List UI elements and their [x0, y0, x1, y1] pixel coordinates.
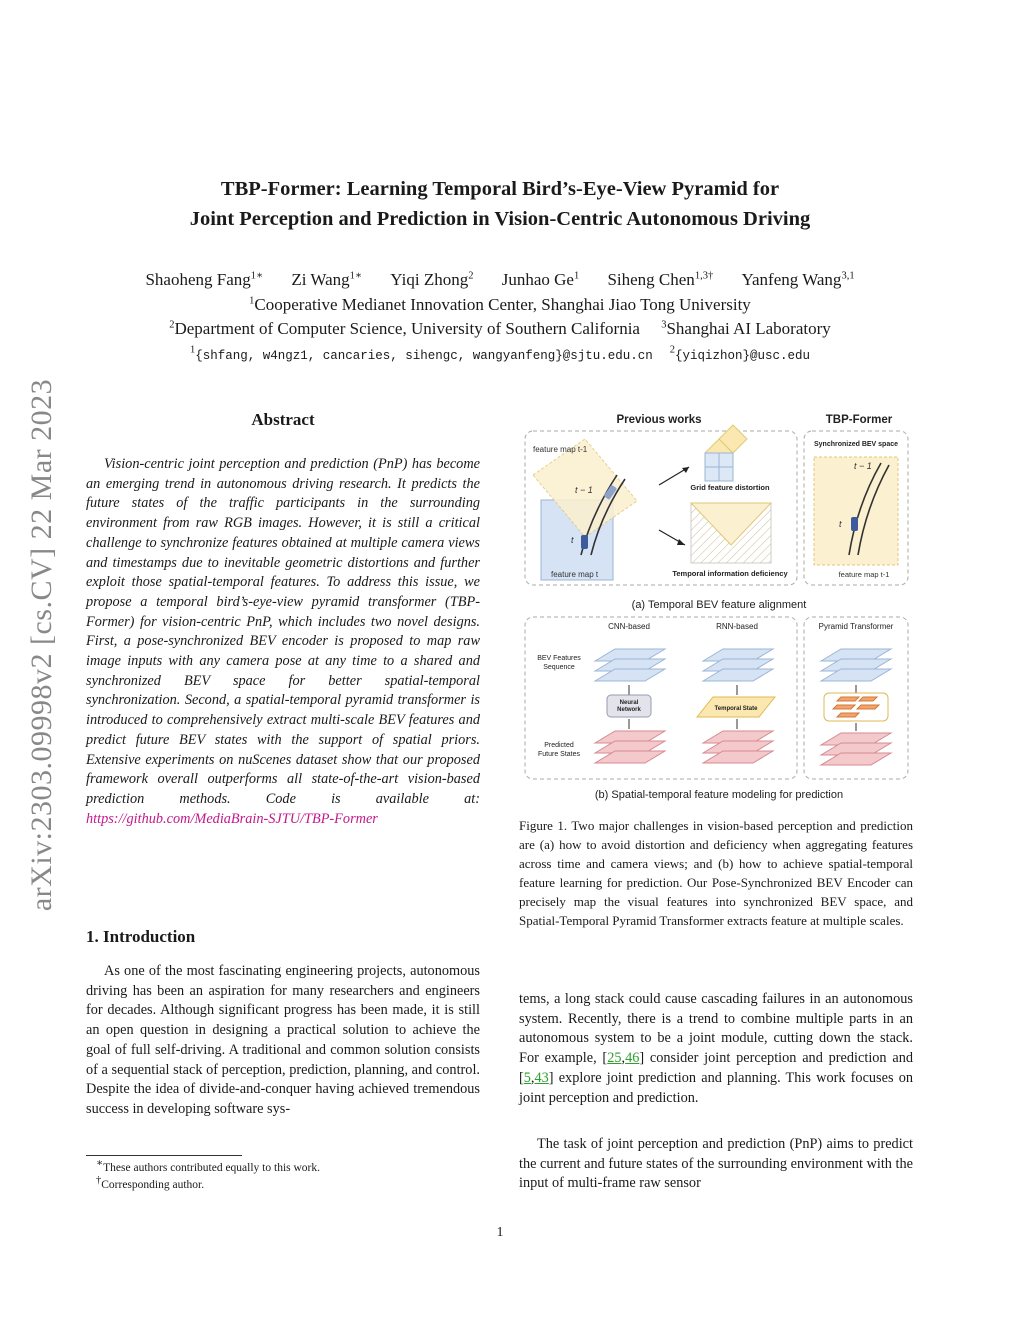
- neural-network-block: [607, 695, 651, 717]
- paper-title: [0, 174, 1000, 234]
- label-cnn: CNN-based: [608, 622, 650, 631]
- author: Zi Wang$^{1∗}$: [291, 270, 363, 289]
- code-link[interactable]: https://github.com/MediaBrain-SJTU/TBP-Former: [86, 810, 378, 827]
- footnote: ∗These authors contributed equally to this work.: [96, 1158, 320, 1174]
- label-temporal-deficiency: Temporal information deficiency: [672, 569, 788, 578]
- figure-head-previous: Previous works: [616, 414, 702, 426]
- citation-link[interactable]: 46: [625, 1050, 640, 1067]
- caption-a: (a) Temporal BEV feature alignment: [631, 599, 807, 611]
- label-grid-distortion: Grid feature distortion: [690, 483, 770, 492]
- vehicle-icon: [851, 517, 858, 531]
- page-number: 1: [496, 1225, 504, 1240]
- footnote: †Corresponding author.: [96, 1175, 205, 1191]
- affiliation-1: $^1$Cooperative Medianet Innovation Center, Shanghai Jiao Tong University: [249, 295, 751, 314]
- label-t: t: [571, 535, 574, 545]
- citation-link[interactable]: 5: [523, 1069, 531, 1086]
- abstract-heading: Abstract: [251, 410, 315, 429]
- label-t-minus-1-right: t − 1: [854, 461, 872, 471]
- arxiv-stamp: arXiv:2303.09998v2 [cs.CV] 22 Mar 2023: [25, 378, 58, 912]
- label-sync-space: Synchronized BEV space: [813, 441, 899, 448]
- label-t-minus-1: t − 1: [575, 485, 593, 495]
- title-line-1: TBP-Former: Learning Temporal Bird’s-Eye-View Pyramid for: [220, 178, 780, 200]
- figure-caption: Figure 1. Two major challenges in vision-based perception and prediction are (a) how to avoid distortion and deficiency when aggregating features across time and camera views; and (b) how to achieve spatial-temporal feature learning for prediction. Our Pose-Synchronized BEV Encoder can precisely map the visual features into synchronized BEV space, and Spatial-Temporal Pyramid Transformer extracts feature at multiple scales.: [519, 818, 913, 928]
- author: Yiqi Zhong$^2$: [390, 270, 474, 289]
- label-temporal-state: Temporal State: [714, 706, 758, 712]
- intro-paragraph: As one of the most fascinating engineering projects, autonomous driving has been an aspiration for many researchers and engineers for decades. Although significant progress has been made, it is still an open question in designing a practical solution to achieve the goal of full self-driving. A traditional and common solution consists of a sequential stack of perception, prediction, planning, and control. Despite the idea of divide-and-conquer having achieved tremendous success in developing software sys-: [86, 963, 480, 1117]
- abstract-text: Vision-centric joint perception and prediction (PnP) has become an emerging trend in autonomous driving research. It predicts the future states of the traffic participants in the surrounding environment from raw RGB images. However, it is still a critical challenge to synchronize features obtained at multiple camera views and timestamps due to inevitable geometric distortions and further exploit those spatial-temporal features. To address this issue, we propose a temporal bird’s-eye-view pyramid transformer (TBP-Former) for vision-centric PnP, which includes two novel designs. First, a pose-synchronized BEV encoder is proposed to map raw image inputs with any camera pose at any time to a shared and synchronized BEV space for better spatial-temporal synchronization. Second, a spatial-temporal pyramid transformer is introduced to comprehensively extract multi-scale BEV features and predict future BEV states with the support of spatial priors. Extensive experiments on nuScenes dataset show that our proposed framework overall outperforms all state-of-the-art vision-based prediction methods. Code is available at: https://github.com/MediaBrain-SJTU/TBP-Former: [86, 456, 480, 827]
- label-neural: Neural Network: [617, 700, 641, 713]
- footnote-rule: [86, 1155, 242, 1156]
- label-pyramid: Pyramid Transformer: [818, 622, 894, 631]
- label-fm-t1-right: feature map t-1: [838, 570, 890, 579]
- author: Junhao Ge$^1$: [501, 270, 580, 289]
- email-line: $^1${shfang, w4ngz1, cancaries, sihengc, wangyanfeng}@sjtu.edu.cn $^2${yiqizhon}@usc.edu: [189, 344, 811, 363]
- vehicle-icon: [581, 535, 588, 549]
- label-bev-seq: BEV Features Sequence: [537, 655, 581, 671]
- right-paragraph-2: The task of joint perception and prediction (PnP) aims to predict the current and future states of the surrounding environment with the input of multi-frame raw sensor: [519, 1136, 913, 1192]
- label-predicted: Predicted Future States: [537, 742, 581, 758]
- affiliation-2-3: $^2$Department of Computer Science, University of Southern California $^3$Shanghai AI Laboratory: [169, 319, 831, 338]
- label-fm-t: feature map t: [551, 570, 599, 579]
- right-paragraph-1: tems, a long stack could cause cascading failures in an autonomous system. Recently, there is a trend to combine multiple parts in an autonomous system to be a joint module, cutting down the stack. For example, [25,46] consider joint perception and prediction and [5,43] explore joint prediction and planning. This work focuses on joint perception and prediction.: [519, 991, 914, 1106]
- author: Yanfeng Wang$^{3,1}$: [741, 270, 855, 289]
- author: Siheng Chen$^{1,3\dagger}$: [607, 270, 714, 289]
- figure-1: [519, 405, 914, 805]
- label-fm-t1: feature map t-1: [533, 445, 588, 454]
- author: Shaoheng Fang$^{1∗}$: [145, 270, 264, 289]
- section-heading: 1. Introduction: [86, 927, 196, 946]
- citation-link[interactable]: 25: [607, 1050, 622, 1067]
- label-rnn: RNN-based: [716, 622, 758, 631]
- citation-link[interactable]: 43: [534, 1069, 549, 1086]
- label-t-right: t: [839, 519, 842, 529]
- caption-b: (b) Spatial-temporal feature modeling for prediction: [594, 789, 844, 801]
- title-line-2: Joint Perception and Prediction in Vision-Centric Autonomous Driving: [189, 208, 811, 230]
- figure-head-tbp: TBP-Former: [825, 414, 893, 426]
- author-list: [0, 270, 1000, 290]
